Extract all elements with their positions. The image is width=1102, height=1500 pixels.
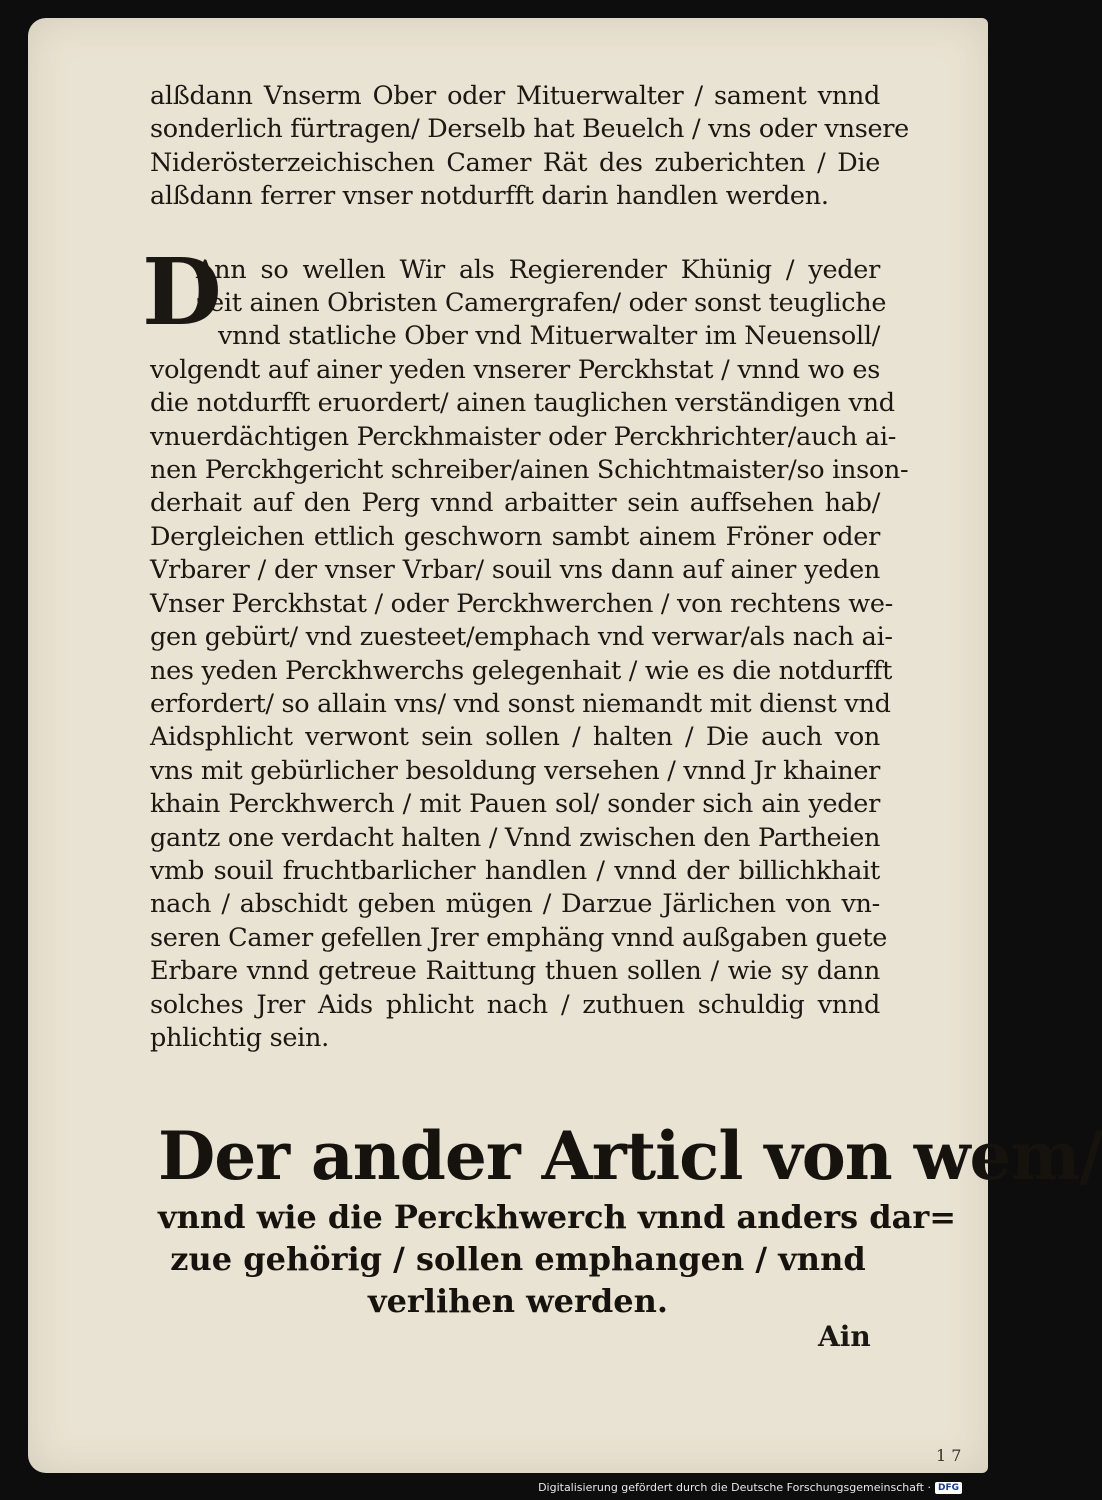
body-text xyxy=(142,80,909,1055)
digitization-footer xyxy=(538,1481,962,1494)
text-line: Ann so wellen Wir als Regierender Khünig / yeder xyxy=(196,254,880,285)
corner-mark: 1 7 xyxy=(936,1446,962,1465)
text-line: vmb souil fruchtbarlicher handlen / vnnd der billichkhait xyxy=(150,855,880,886)
text-line: phlichtig sein. xyxy=(150,1022,329,1053)
article-heading xyxy=(158,1116,1102,1322)
text-line: vns mit gebürlicher besoldung versehen / vnnd Jr khainer xyxy=(150,755,881,786)
paragraph-2 xyxy=(142,237,909,1056)
text-line: gantz one verdacht halten / Vnnd zwischen den Partheien xyxy=(150,822,881,853)
book-page xyxy=(28,18,1102,1473)
text-line: alßdann ferrer vnser notdurfft darin handlen werden. xyxy=(150,181,829,212)
text-line: Aidsphlicht verwont sein sollen / halten / Die auch von xyxy=(150,722,880,753)
text-line: Niderösterzeichischen Camer Rät des zuberichten / Die xyxy=(150,147,880,178)
text-line: vnuerdächtigen Perckhmaister oder Perckhrichter/auch ai- xyxy=(150,421,897,452)
text-line: alßdann Vnserm Ober oder Mituerwalter / sament vnnd xyxy=(150,81,880,111)
text-line: gen gebürt/ vnd zuesteet/emphach vnd verwar/als nach ai- xyxy=(150,622,893,653)
heading-title: Der ander Articl von wem/ xyxy=(158,1117,1102,1195)
text-line: Vnser Perckhstat / oder Perckhwerchen / von rechtens we- xyxy=(150,588,893,619)
text-line: Vrbarer / der vnser Vrbar/ souil vns dann auf ainer yeden xyxy=(150,555,880,586)
drop-cap: D xyxy=(142,237,222,346)
text-line: seren Camer gefellen Jrer emphäng vnnd außgaben guete xyxy=(150,922,888,953)
text-line: solches Jrer Aids phlicht nach / zuthuen schuldig vnnd xyxy=(150,989,880,1020)
text-line: vnnd statliche Ober vnd Mituerwalter im Neuensoll/ xyxy=(218,321,880,352)
heading-subtitle-line: vnnd wie die Perckhwerch vnnd anders dar= xyxy=(158,1198,957,1236)
heading-subtitle-line: zue gehörig / sollen emphangen / vnnd xyxy=(170,1240,866,1278)
footer-text: Digitalisierung gefördert durch die Deutsche Forschungsgemeinschaft · xyxy=(538,1481,931,1494)
text-line: derhait auf den Perg vnnd arbaitter sein auffsehen hab/ xyxy=(150,488,880,519)
text-line: nen Perckhgericht schreiber/ainen Schichtmaister/so inson- xyxy=(150,455,909,486)
text-line: die notdurfft eruordert/ ainen tauglichen verständigen vnd xyxy=(150,388,895,419)
text-line: erfordert/ so allain vns/ vnd sonst niemandt mit dienst vnd xyxy=(150,688,891,719)
text-line: Dergleichen ettlich geschworn sambt ainem Fröner oder xyxy=(150,521,880,552)
dfg-logo-icon: DFG xyxy=(935,1482,962,1494)
text-line: nach / abschidt geben mügen / Darzue Järlichen von vn- xyxy=(150,889,880,920)
text-line: Erbare vnnd getreue Raittung thuen sollen / wie sy dann xyxy=(150,956,880,987)
text-line: sonderlich fürtragen/ Derselb hat Beuelch / vns oder vnsere xyxy=(150,114,909,145)
text-line: khain Perckhwerch / mit Pauen sol/ sonder sich ain yeder xyxy=(150,789,880,820)
heading-subtitle-line: verlihen werden. xyxy=(367,1282,669,1320)
text-line: nes yeden Perckhwerchs gelegenhait / wie es die notdurfft xyxy=(150,655,893,686)
catchword: Ain xyxy=(818,1320,871,1353)
text-line: zeit ainen Obristen Camergrafen/ oder sonst teugliche xyxy=(196,288,887,319)
text-line: volgendt auf ainer yeden vnserer Perckhstat / vnnd wo es xyxy=(150,354,880,385)
